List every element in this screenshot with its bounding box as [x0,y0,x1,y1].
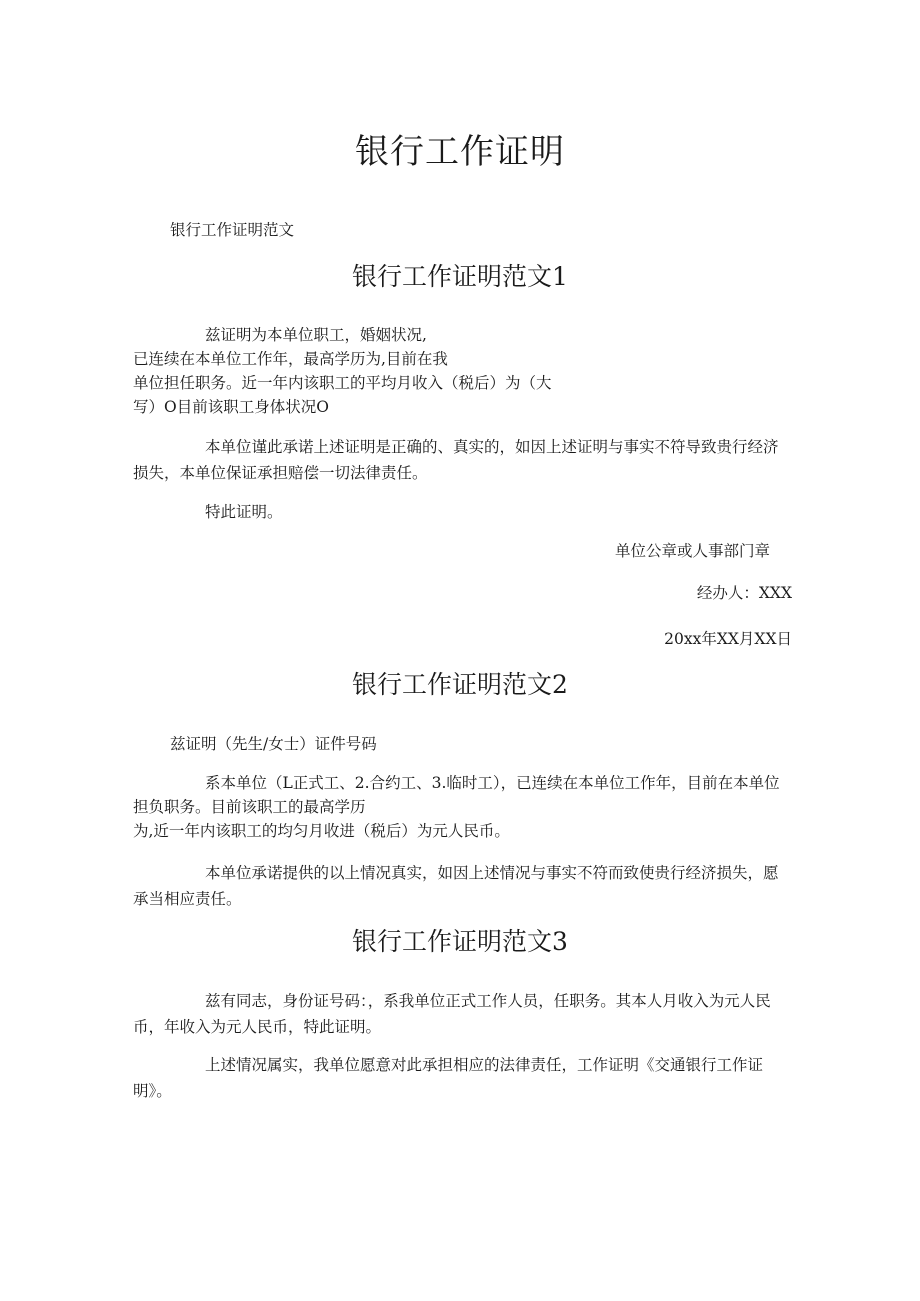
sample2-paragraph-1-b: 为,近一年内该职工的均匀月收进（税后）为元人民币。 [133,822,510,840]
sample1-line-4: 写）O目前该职工身体状况O [133,398,329,416]
sample3-paragraph-2: 上述情况属实，我单位愿意对此承担相应的法律责任，工作证明《交通银行工作证明》。 [133,1056,764,1100]
sample1-seal: 单位公章或人事部门章 [614,542,770,560]
sample1-heading: 银行工作证明范文1 [352,262,568,291]
sample1-date: 20xx年XX月XX日 [664,630,792,648]
sample1-line-3: 单位担任职务。近一年内该职工的平均月收入（税后）为（大 [133,374,552,392]
sample2-line-1: 兹证明（先生/女士）证件号码 [170,735,377,753]
sample1-line-1: 兹证明为本单位职工，婚姻状况, [205,326,427,344]
sample2-heading: 银行工作证明范文2 [352,670,568,699]
sample2-paragraph-2: 本单位承诺提供的以上情况真实，如因上述情况与事实不符而致使贵行经济损失，愿承当相应责任。 [133,864,779,908]
sample1-handler: 经办人：XXX [696,584,792,602]
sample3-heading: 银行工作证明范文3 [352,927,568,956]
sample1-paragraph-2: 本单位谨此承诺上述证明是正确的、真实的，如因上述证明与事实不符导致贵行经济损失，本单位保证承担赔偿一切法律责任。 [133,438,779,482]
document-title: 银行工作证明 [355,132,565,172]
sample1-closing: 特此证明。 [205,503,283,521]
sample3-paragraph-1: 兹有同志，身份证号码：，系我单位正式工作人员，任职务。其本人月收入为元人民币，年收入为元人民币，特此证明。 [133,992,771,1036]
sample2-paragraph-1-a: 系本单位（L正式工、2.合约工、3.临时工），已连续在本单位工作年，目前在本单位担负职务。目前该职工的最高学历 [133,774,780,816]
sample2-paragraph-1 [133,771,793,819]
intro-text: 银行工作证明范文 [170,221,295,239]
sample1-line-2: 已连续在本单位工作年，最高学历为,目前在我 [133,350,448,368]
